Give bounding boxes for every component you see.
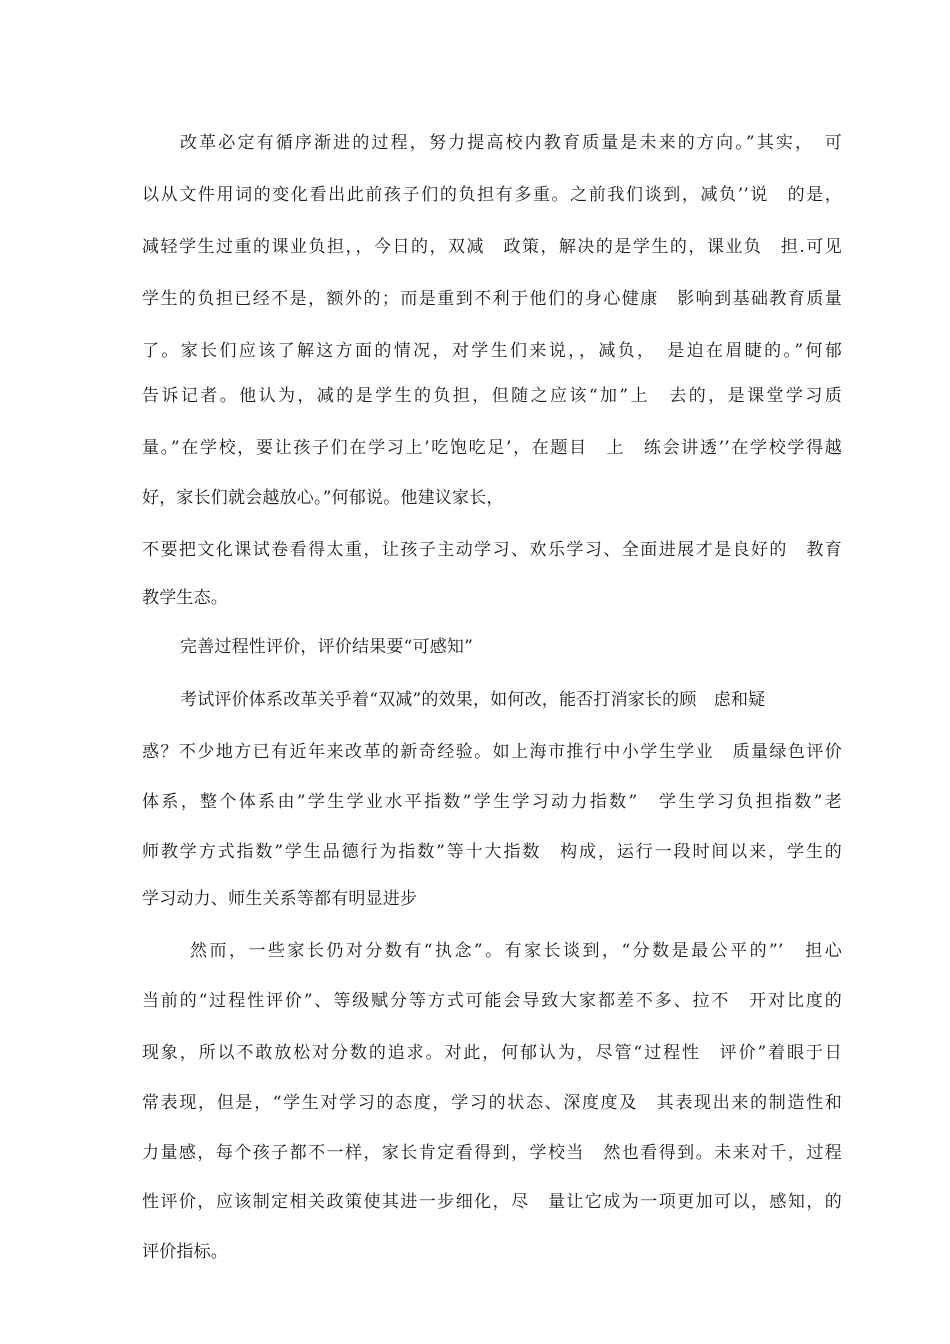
- text-line: 改革必定有循序渐进的过程，努力提高校内教育质量是未来的方向。”其实， 可: [180, 133, 842, 153]
- text-line: 告诉记者。他认为，减的是学生的负担，但随之应该“加”上 去的，是课堂学习质: [142, 386, 842, 406]
- text-line: 惑？不少地方已有近年来改革的新奇经验。如上海市推行中小学生学业 质量绿色评价: [142, 742, 842, 762]
- section-heading: 完善过程性评价，评价结果要“可感知”: [180, 637, 473, 657]
- text-line: 力量感，每个孩子都不一样，家长肯定看得到，学校当 然也看得到。未来对千，过程: [142, 1143, 842, 1163]
- text-line: 体系，整个体系由”学生学业水平指数”学生学习动力指数” 学生学习负担指数”老: [142, 792, 842, 812]
- text-line: 学生的负担已经不是，额外的；而是重到不利于他们的身心健康 影响到基础教育质量: [142, 289, 842, 309]
- text-line: 师教学方式指数”学生品德行为指数”等十大指数 构成，运行一段时间以来，学生的: [142, 842, 842, 862]
- text-line: 好，家长们就会越放心。”何郁说。他建议家长，: [142, 488, 504, 508]
- text-line: 不要把文化课试卷看得太重，让孩子主动学习、欢乐学习、全面进展才是良好的 教育: [142, 540, 842, 560]
- text-line: 量。”在学校，要让孩子们在学习上’吃饱吃足’，在题目 上 练会讲透’’在学校学得越: [142, 438, 842, 458]
- text-line: 学习动力、师生关系等都有明显进步: [142, 889, 418, 909]
- text-line: 以从文件用词的变化看出此前孩子们的负担有多重。之前我们谈到，减负’’说 的是，: [142, 185, 842, 205]
- text-line: 评价指标。: [142, 1242, 228, 1262]
- text-line: 当前的“过程性评价”、等级赋分等方式可能会导致大家都差不多、拉不 开对比度的: [142, 991, 842, 1011]
- text-line: 考试评价体系改革关乎着“双减”的效果，如何改，能否打消家长的顾 虑和疑: [180, 690, 766, 710]
- text-line: 性评价，应该制定相关政策使其进一步细化，尽 量让它成为一项更加可以，感知，的: [142, 1192, 842, 1212]
- text-line: 减轻学生过重的课业负担，，今日的，双减 政策，解决的是学生的，课业负 担.可见: [142, 237, 842, 257]
- text-line: 然而，一些家长仍对分数有“执念”。有家长谈到，“分数是最公平的”’ 担心: [190, 941, 842, 961]
- text-line: 现象，所以不敢放松对分数的追求。对此，何郁认为，尽管“过程性 评价”着眼于日: [142, 1043, 842, 1063]
- text-line: 了。家长们应该了解这方面的情况，对学生们来说，，减负， 是迫在眉睫的。”何郁: [142, 341, 842, 361]
- text-line: 常表现，但是，“学生对学习的态度，学习的状态、深度度及 其表现出来的制造性和: [142, 1093, 842, 1113]
- text-line: 教学生态。: [142, 588, 228, 608]
